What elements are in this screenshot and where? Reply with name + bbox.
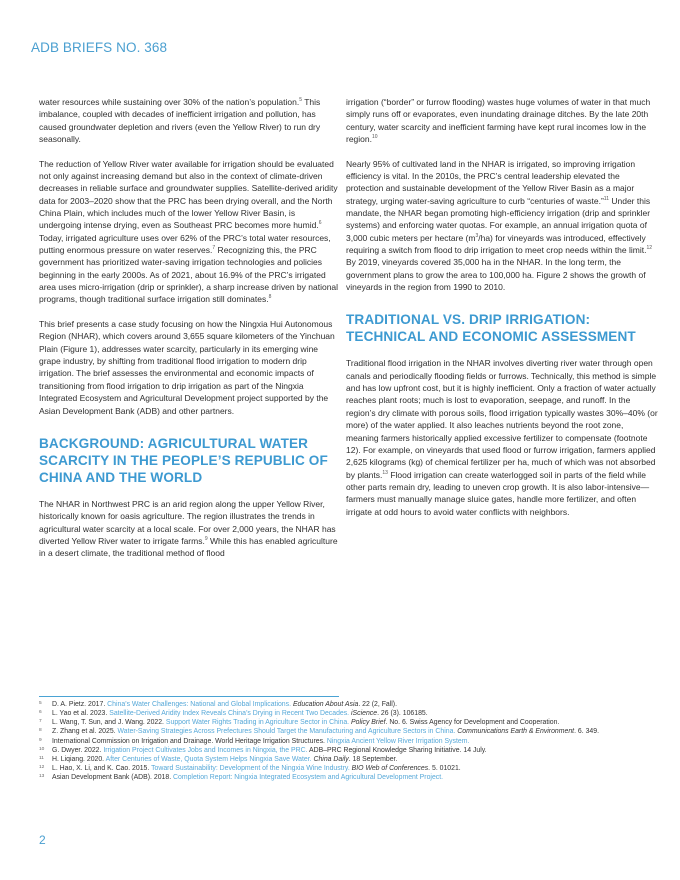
paragraph-text: irrigation (“border” or furrow flooding) wastes huge volumes of water in that much simply runs off or evaporates, even inundating drainage ditches. By the late 20th century, water scarcity and inefficient farming have kept rural incomes low in the region. [346,97,651,145]
left-column [39,96,339,572]
footnote-number: 9 [39,737,42,743]
footnote-link[interactable]: China’s Water Challenges: National and Global Implications. [107,701,292,708]
footnote-author: D. A. Pietz. 2017. [52,701,108,708]
paragraph-text: water resources while sustaining over 30% of the nation’s population. [39,97,300,107]
footnote-link[interactable]: Irrigation Project Cultivates Jobs and Incomes in Ningxia, the PRC. [103,746,308,754]
paragraph [39,498,339,560]
footnote-author: Asian Development Bank (ADB). 2018. [52,774,174,782]
footnote-ref[interactable]: 5 [299,97,302,104]
footnote-journal: iScience [351,710,378,718]
footnote-number: 5 [39,701,42,706]
paragraph-text: The NHAR in Northwest PRC is an arid region along the upper Yellow River, historically known for oasis agriculture. The region illustrates the trends in agricultural water scarcity at a local scale. For over 2,000 years, the NHAR has diverted Yellow River water to irrigate farms. [39,498,336,546]
footnote [39,737,659,746]
paragraph-text: The reduction of Yellow River water available for irrigation should be evaluated not only against increasing demand but also in the context of climate-driven decreases in reliable surface and groundwater supplies. Satellite-derived aridity data for 2003–2020 show that the PRC has been drying overall, and the North China Plain, which includes much of the lower Yellow River Basin, is undergoing intense drying, even as Southeast PRC becomes more humid. [39,158,338,231]
paragraph-text: Recognizing this, the PRC government has prioritized water-saving irrigation technologies and policies beginning in the early 2000s. As of 2021, about 16.9% of the PRC’s irrigated area uses micro-irrigation (drip or sprinkler), a sharp increase driven by national programs, though traditional surface irrigation still dominates. [39,245,339,305]
footnote-link[interactable]: Support Water Rights Trading in Agriculture Sector in China. [165,719,350,727]
footnote-journal: BIO Web of Conferences [351,765,429,773]
right-column [346,96,658,530]
footnote-author: Z. Zhang et al. 2025. [52,728,118,736]
footnote-journal: Communications Earth & Environment [457,728,575,736]
footnote [39,746,659,755]
footnote-journal: China Daily [313,755,349,763]
footnote-number: 12 [39,765,45,771]
footnote-number: 10 [39,746,45,752]
footnote-number: 11 [39,755,44,761]
footnote-author: L. Yao et al. 2023. [52,710,110,718]
footnote-author: H. Liqiang. 2020. [52,755,106,763]
paragraph-text: Flood irrigation can create waterlogged soil in parts of the field while other parts remain dry, leading to uneven crop growth. It is also labor-intensive—farmers must manually manage sluice gates, handle more fertilizer, and often irrigate at odd hours to avoid water conflicts with neighbors. [346,469,650,517]
footnote-ref[interactable]: 12 [646,245,653,252]
paragraph: This brief presents a case study focusing on how the Ningxia Hui Autonomous Region (NHAR), which covers around 3,655 square kilometers of the Yinchuan Plain (Figure 1), addresses water scarcity, particularly in its emerging wine grape industry, by shifting from traditional flood irrigation to modern drip irrigation. The brief assesses the environmental and economic impacts of transitioning from flood irrigation to drip irrigation as part of the Ningxia Integrated Ecosystem and Agricultural Development project supported by the Asian Development Bank (ADB) and other partners. [39,319,335,416]
footnote-ref[interactable]: 13 [382,469,388,476]
paragraph-text: This imbalance, coupled with decades of inefficient irrigation and pollution, has caused groundwater depletion and rivers (even the Yellow River) to run dry seasonally. [39,97,321,145]
footnote-number: 13 [39,774,45,780]
footnote-ref[interactable]: 10 [372,134,378,141]
footnote-detail: ADB–PRC Regional Knowledge Sharing Initiative. 14 July. [307,746,487,754]
footnote [39,709,659,718]
footnote-journal: Education About Asia [292,701,359,708]
footnote [39,700,659,709]
footnote-author: International Commission on Irrigation and Drainage. World Heritage Irrigation Structures. [52,737,327,745]
unit-superscript: 3 [475,232,479,239]
footnote-detail: . 22 (2, Fall). [358,701,398,708]
footnote-number: 8 [39,728,42,734]
page-number: 2 [39,833,46,847]
paragraph [346,158,658,294]
footnote-ref[interactable]: 6 [318,220,322,227]
footnote-author: G. Dwyer. 2022. [52,746,104,754]
paragraph [346,96,658,145]
footnote [39,773,659,782]
paragraph [346,357,658,517]
paragraph-text: Traditional flood irrigation in the NHAR involves diverting river water through open canals and periodically flooding fields or furrows. Technically, this method is simple and has low upfront cost, but it is highly inefficient. Only a fraction of water actually reaches plant roots; much is lost to evaporation, seepage, and runoff. In the region’s dry climate with porous soils, flood irrigation typically wastes 30%–40% (or more) of the water applied. It also leaches nutrients beyond the root zone, meaning farmers historically applied excessive fertilizer to compensate (footnote 12). For example, on vineyards that used flood or furrow irrigation, farmers applied 2,625 kilograms (kg) of chemical fertilizer per ha, much of which was not absorbed by plants. [346,358,658,480]
footnote-detail: . 5. 01021. [428,765,461,773]
paragraph [39,96,339,145]
footnote-ref[interactable]: 11 [603,195,609,202]
footnote-link[interactable]: After Centuries of Waste, Quota System Helps Ningxia Save Water. [105,755,312,763]
section-heading-traditional-vs-drip: TRADITIONAL VS. DRIP IRRIGATION: TECHNICAL AND ECONOMIC ASSESSMENT [346,312,636,345]
footnote-number: 6 [39,710,42,716]
footnote-detail: . 6. 349. [574,728,599,736]
footnotes [39,700,659,782]
paragraph-text: Nearly 95% of cultivated land in the NHAR is irrigated, so improving irrigation efficiency is vital. In the 2010s, the PRC’s central leadership elevated the protection and sustainable development of the Yellow River Basin as a major strategy, urging water-saving agriculture to curb “centuries of waste.” [346,158,636,206]
paragraph-text: By 2019, vineyards covered 35,000 ha in the NHAR. In the long term, the government plans to grow the area to 100,000 ha. Figure 2 shows the growth of vineyards in the region from 1990 to 2010. [346,257,646,293]
footnote-link[interactable]: Water-Saving Strategies Across Prefectures Should Target the Manufacturing and Agriculture Sectors in China. [117,728,456,736]
footnote-detail: . 18 September. [348,755,398,763]
footnote [39,764,659,773]
footnote-detail: . No. 6. Swiss Agency for Development and Cooperation. [385,719,560,727]
paragraph-text: Under this mandate, the NHAR began promoting high-efficiency irrigation (drip and sprinkler systems) and enforcing water quotas. For example, an annual irrigation quota of 3,000 cubic meters per hectare (m [346,195,651,243]
footnote [39,718,659,727]
footnote-link[interactable]: Satellite-Derived Aridity Index Reveals China’s Drying in Recent Two Decades. [109,710,350,718]
footnote-link[interactable]: Ningxia Ancient Yellow River Irrigation System. [326,737,470,745]
footnote-ref[interactable]: 7 [212,245,216,252]
footnote [39,727,659,736]
footnote [39,755,659,764]
footnote-journal: Policy Brief [351,719,386,727]
paragraph-text: /ha) for vineyards was introduced, effectively requiring a switch from flood to drip irrigation to meet crop needs within the limit. [346,232,647,256]
footnote-detail: . 26 (3). 106185. [377,710,428,718]
footnote-link[interactable]: Toward Sustainability: Development of the Ningxia Wine Industry. [151,765,350,773]
footnote-link[interactable]: Completion Report: Ningxia Integrated Ecosystem and Agricultural Development Project. [173,774,444,782]
publication-header: ADB BRIEFS NO. 368 [31,40,168,55]
paragraph-text: While this has enabled agriculture in a desert climate, the traditional method of flood [39,535,338,559]
footnote-ref[interactable]: 8 [268,294,272,301]
paragraph-text: Today, irrigated agriculture uses over 62% of the PRC’s total water resources, putting enormous pressure on water reserves. [39,232,331,256]
footnote-author: L. Hao, X. Li, and K. Cao. 2015. [52,765,152,773]
paragraph [39,158,339,306]
footnote-author: L. Wang, T. Sun, and J. Wang. 2022. [52,719,166,727]
section-heading-background: BACKGROUND: AGRICULTURAL WATER SCARCITY IN THE PEOPLE’S REPUBLIC OF CHINA AND THE WORLD [39,435,328,485]
footnote-divider [39,696,339,697]
footnote-ref[interactable]: 9 [204,536,208,543]
footnote-number: 7 [39,719,42,725]
